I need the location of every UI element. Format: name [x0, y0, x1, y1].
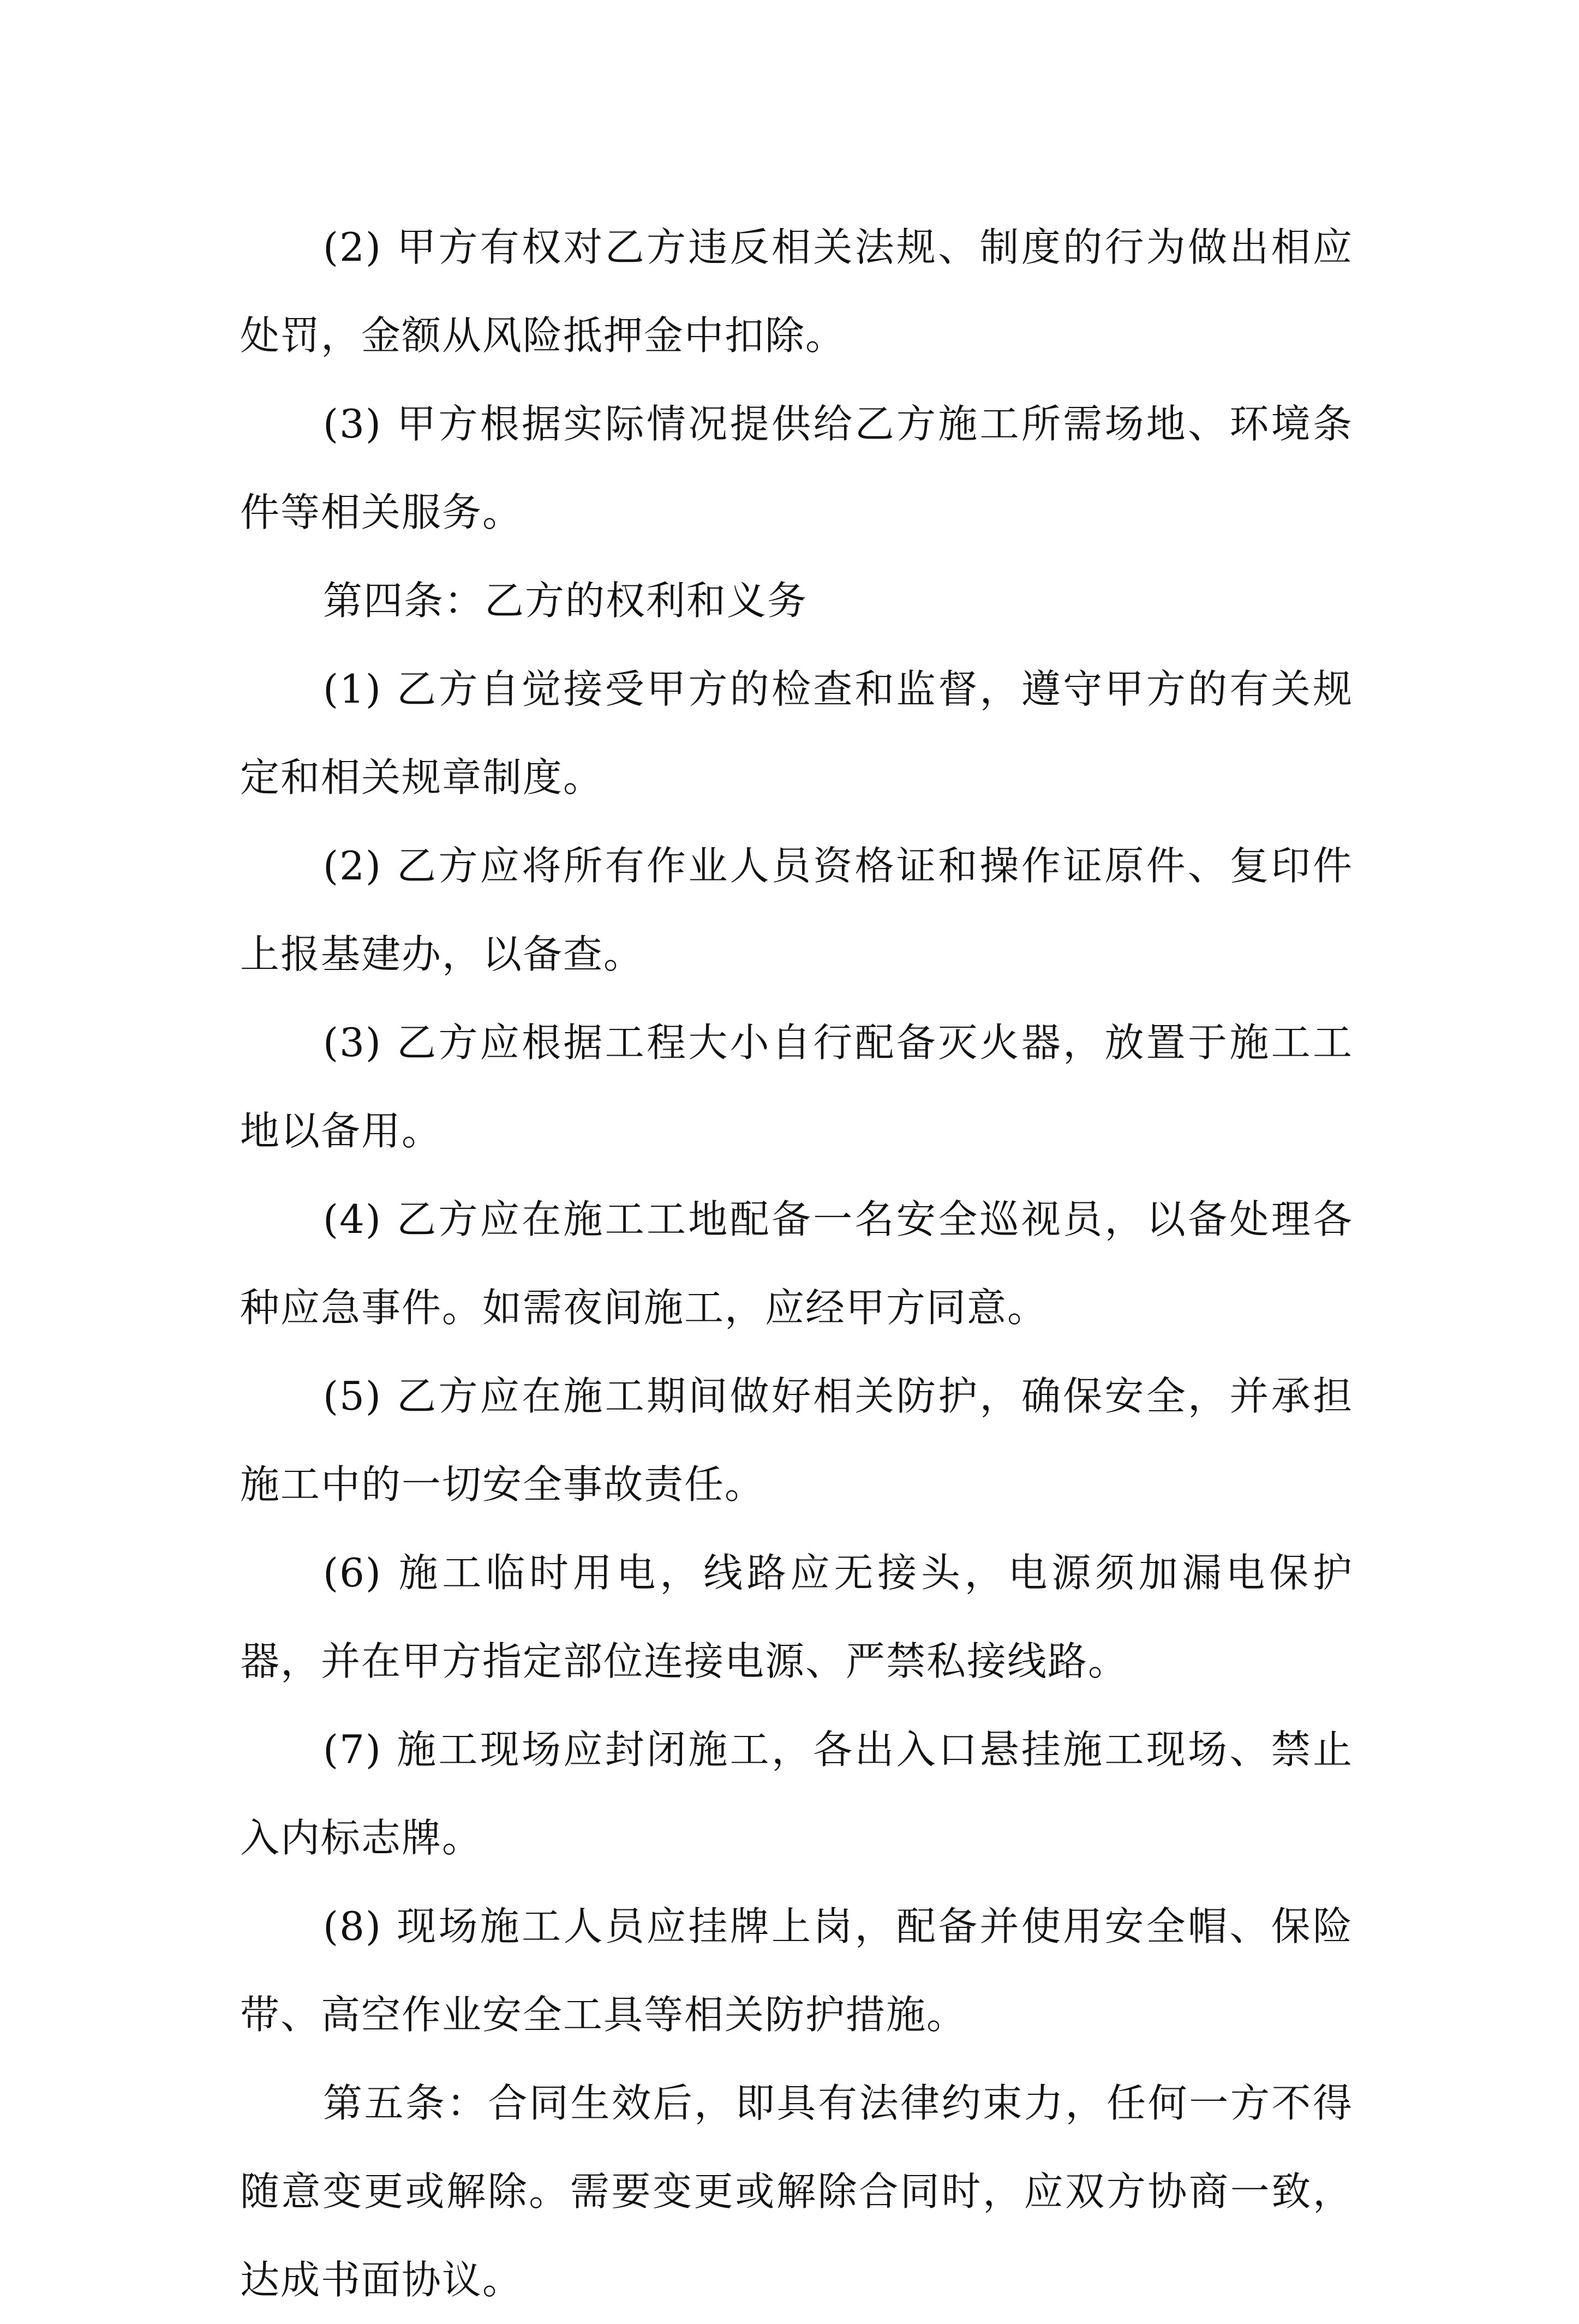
paragraph-worker-equipment: (8) 现场施工人员应挂牌上岗，配备并使用安全帽、保险带、高空作业安全工具等相关防护措施。	[240, 1903, 1353, 2038]
paragraph-party-b-protection: (5) 乙方应在施工期间做好相关防护，确保安全，并承担施工中的一切安全事故责任。	[240, 1373, 1353, 1507]
article-4-heading: 第四条：乙方的权利和义务	[323, 578, 808, 624]
paragraph-party-b-extinguishers: (3) 乙方应根据工程大小自行配备灭火器，放置于施工工地以备用。	[240, 1020, 1353, 1154]
paragraph-site-enclosure: (7) 施工现场应封闭施工，各出入口悬挂施工现场、禁止入内标志牌。	[240, 1727, 1353, 1861]
paragraph-party-b-inspection: (1) 乙方自觉接受甲方的检查和监督，遵守甲方的有关规定和相关规章制度。	[240, 666, 1353, 800]
paragraph-party-b-safety-inspector: (4) 乙方应在施工工地配备一名安全巡视员，以备处理各种应急事件。如需夜间施工，应经甲方同意。	[240, 1196, 1353, 1331]
document-body	[240, 203, 1353, 2324]
paragraph-party-a-penalty: (2) 甲方有权对乙方违反相关法规、制度的行为做出相应处罚，金额从风险抵押金中扣除。	[240, 224, 1353, 358]
paragraph-party-a-services: (3) 甲方根据实际情况提供给乙方施工所需场地、环境条件等相关服务。	[240, 401, 1353, 535]
paragraph-temporary-electricity: (6) 施工临时用电，线路应无接头，电源须加漏电保护器，并在甲方指定部位连接电源、严禁私接线路。	[240, 1550, 1353, 1684]
article-5-paragraph: 第五条：合同生效后，即具有法律约束力，任何一方不得随意变更或解除。需要变更或解除合同时，应双方协商一致，达成书面协议。	[240, 2080, 1353, 2303]
paragraph-party-b-certificates: (2) 乙方应将所有作业人员资格证和操作证原件、复印件上报基建办，以备查。	[240, 843, 1353, 977]
